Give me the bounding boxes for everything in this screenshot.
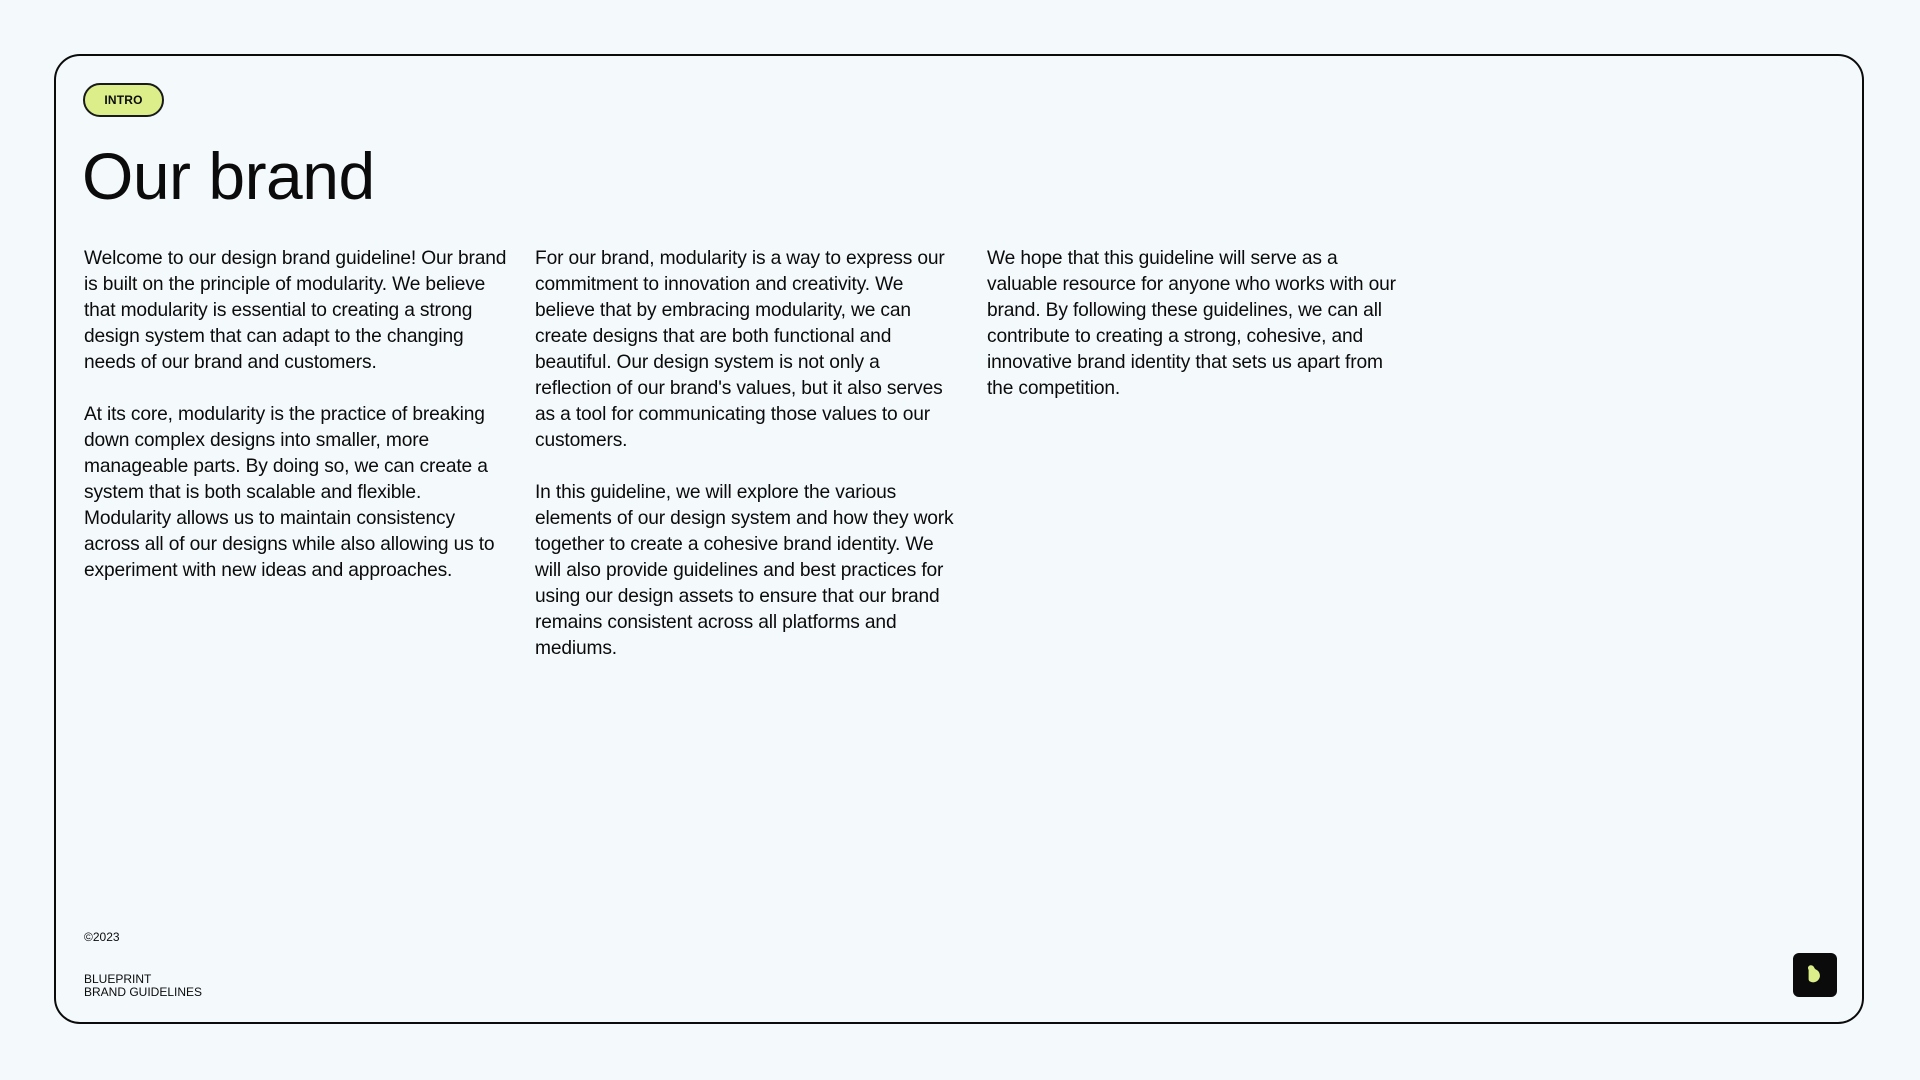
paragraph: Welcome to our design brand guideline! Our brand is built on the principle of modularity. We believe that modularity is essential to creating a strong design system that can adapt to the changing needs of our brand and customers. <box>84 248 507 373</box>
footer-brand-line-1: BLUEPRINT <box>84 972 152 986</box>
paragraph: In this guideline, we will explore the various elements of our design system and how they work together to create a cohesive brand identity. We will also provide guidelines and best practices for using our design assets to ensure that our brand remains consistent across all platforms and mediums. <box>535 482 954 659</box>
section-tag-label: INTRO <box>104 93 143 107</box>
text-column-3 <box>987 246 1411 428</box>
text-column-2 <box>535 246 959 688</box>
paragraph: At its core, modularity is the practice of breaking down complex designs into smaller, more manageable parts. By doing so, we can create a system that is both scalable and flexible. Modularity allows us to maintain consistency across all of our designs while also allowing us to experiment with new ideas and approaches. <box>84 404 495 581</box>
paragraph: For our brand, modularity is a way to express our commitment to innovation and creativity. We believe that by embracing modularity, we can create designs that are both functional and beautiful. Our design system is not only a reflection of our brand's values, but it also serves as a tool for communicating those values to our customers. <box>535 248 945 451</box>
page-card <box>54 54 1864 1024</box>
footer-brand <box>84 973 202 998</box>
section-tag <box>83 83 164 117</box>
page-title: Our brand <box>82 139 375 213</box>
copyright: ©2023 <box>84 930 120 944</box>
paragraph: We hope that this guideline will serve as a valuable resource for anyone who works with our brand. By following these guidelines, we can all contribute to creating a strong, cohesive, and innovative brand identity that sets us apart from the competition. <box>987 248 1396 399</box>
footer-brand-line-2: BRAND GUIDELINES <box>84 984 203 999</box>
text-column-1 <box>84 246 508 610</box>
blueprint-b-logo-icon <box>1801 961 1829 989</box>
brand-logo <box>1793 953 1837 997</box>
